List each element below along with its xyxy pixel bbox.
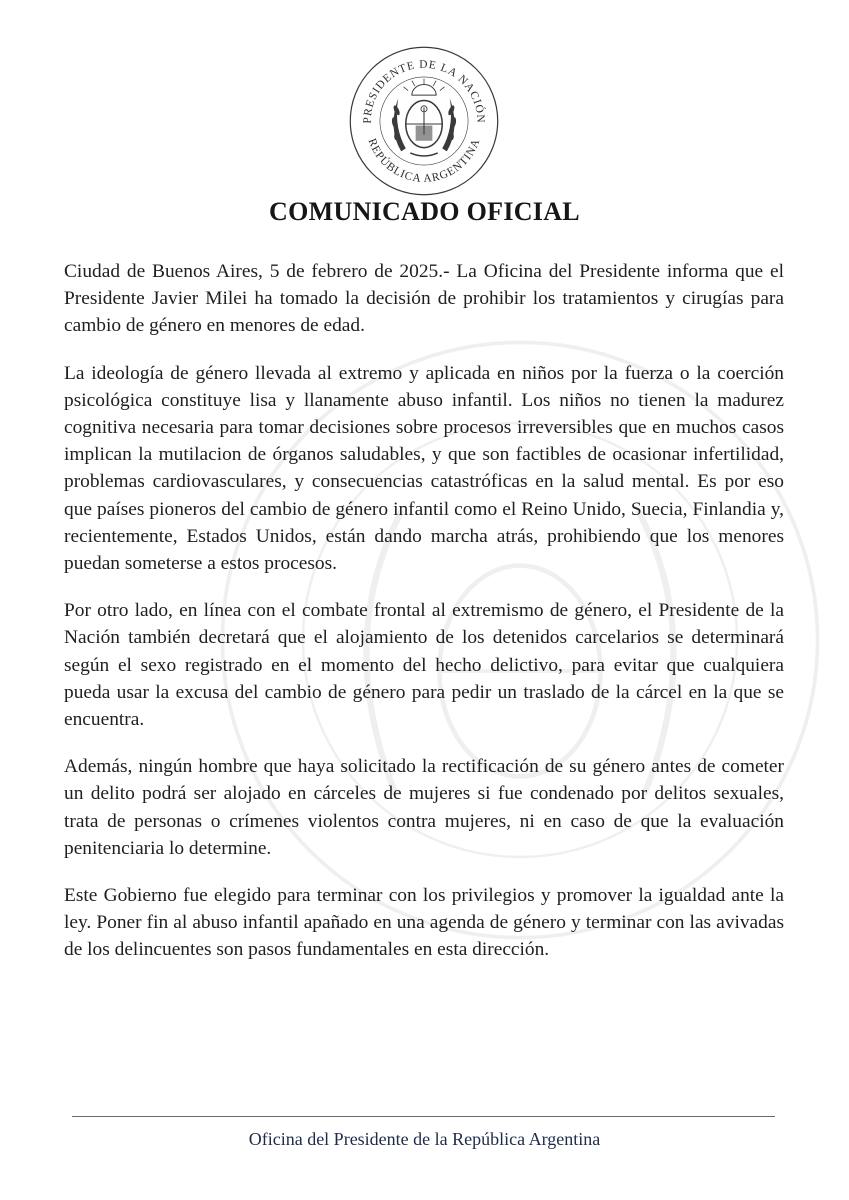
seal-top-text: PRESIDENTE DE LA NACIÓN	[361, 58, 487, 124]
paragraph-announcement: Ciudad de Buenos Aires, 5 de febrero de 2025.- La Oficina del Presidente informa que el Presidente Javier Milei ha tomado la decisión de prohibir los tratamientos y cirugías para cambio de género en menores de edad.	[64, 261, 784, 337]
paragraph-gender-ideology: La ideología de género llevada al extremo y aplicada en niños por la fuerza o la coerción psicológica constituye lisa y llanamente abuso infantil. Los niños no tienen la madurez cognitiva necesaria para tomar decisiones sobre procesos irreversibles que en muchos casos implican la mutilacion de órganos saludables, y que son factibles de ocasionar infertilidad, problemas cardiovasculares, y consecuencias catastróficas en la salud mental. Es por eso que países pioneros del cambio de género infantil como el Reino Unido, Suecia, Finlandia y, recientemente, Estados Unidos, están dando marcha atrás, prohibiendo que los menores puedan someterse a estos procesos.	[64, 362, 784, 575]
document-body	[64, 258, 784, 984]
seal-bottom-text: REPÚBLICA ARGENTINA	[365, 136, 483, 185]
footer-divider	[72, 1116, 775, 1117]
paragraph-prison-housing: Por otro lado, en línea con el combate frontal al extremismo de género, el Presidente de la Nación también decretará que el alojamiento de los detenidos carcelarios se determinará según el sexo registrado en el momento del hecho delictivo, para evitar que cualquiera pueda usar la excusa del cambio de género para pedir un traslado de la cárcel en la que se encuentra.	[64, 600, 784, 731]
presidential-seal	[348, 45, 500, 197]
coat-of-arms-icon	[348, 45, 500, 197]
paragraph-closing: Este Gobierno fue elegido para terminar con los privilegios y promover la igualdad ante la ley. Poner fin al abuso infantil apañado en una agenda de género y terminar con las avivadas de los delincuentes son pasos fundamentales en esta dirección.	[64, 885, 784, 961]
document-title: COMUNICADO OFICIAL	[269, 197, 580, 226]
paragraph-womens-prisons: Además, ningún hombre que haya solicitado la rectificación de su género antes de cometer un delito podrá ser alojado en cárceles de mujeres si fue condenado por delitos sexuales, trata de personas o crímenes violentos contra mujeres, ni en caso de que la evaluación penitenciaria lo determine.	[64, 756, 784, 859]
svg-text:REPÚBLICA ARGENTINA	[366, 137, 483, 185]
footer-office-name: Oficina del Presidente de la República Argentina	[248, 1129, 601, 1149]
